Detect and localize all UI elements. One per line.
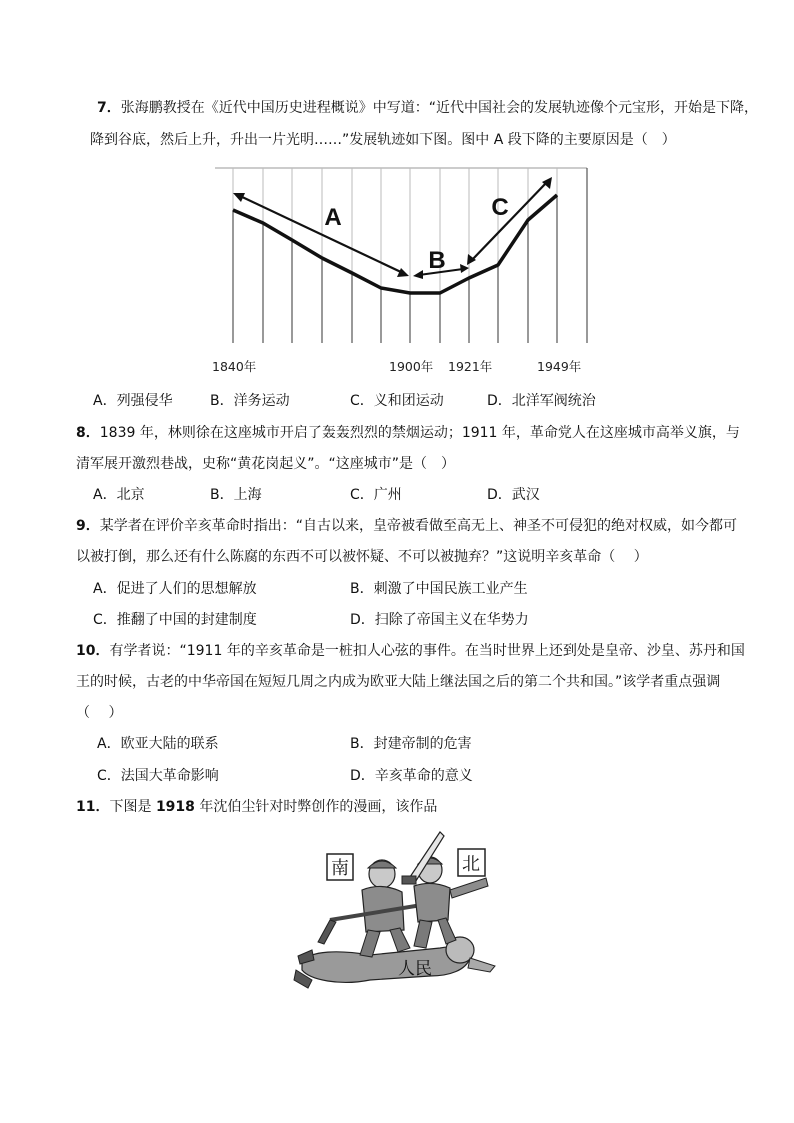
q8-text-1: 1839 年，林则徐在这座城市开启了轰轰烈烈的禁烟运动；1911 年，革命党人在这座城市高举义旗，与 <box>99 425 740 441</box>
q7-option-d[interactable]: D．北洋军阀统治 <box>487 393 596 409</box>
x-label-1900: 1900年 <box>389 359 434 374</box>
q9-text-1: 某学者在评价辛亥革命时指出：“自古以来，皇帝被看做至高无上、神圣不可侵犯的绝对权威，如今都可 <box>99 518 738 534</box>
x-label-1949: 1949年 <box>537 359 582 374</box>
q9-option-c[interactable]: C．推翻了中国的封建制度 <box>93 612 257 628</box>
q7-line1 <box>97 98 758 118</box>
people-label: 人民 <box>398 959 432 978</box>
q10-option-d[interactable]: D．辛亥革命的意义 <box>350 768 473 784</box>
q10-text-1: 有学者说：“1911 年的辛亥革命是一桩扣人心弦的事件。在当时世界上还到处是皇帝、沙皇、苏丹和国 <box>109 643 745 659</box>
arrow-a <box>233 193 409 277</box>
q8-number: 8． <box>76 425 100 441</box>
chart-grid-upper <box>233 168 557 293</box>
q9-option-d[interactable]: D．扫除了帝国主义在华势力 <box>350 612 529 628</box>
q11-number: 11． <box>76 799 110 815</box>
q11-year: 1918 <box>155 799 195 815</box>
q11-text-post: 年沈伯尘针对时弊创作的漫画，该作品 <box>194 799 438 815</box>
lying-person-figure <box>294 937 495 988</box>
q9-option-a[interactable]: A．促进了人们的思想解放 <box>93 581 257 597</box>
q9-number: 9． <box>76 518 100 534</box>
q8-line2: 清军展开激烈巷战，史称“黄花岗起义”。“这座城市”是（ ） <box>76 456 456 472</box>
q10-option-c[interactable]: C．法国大革命影响 <box>97 768 219 784</box>
label-a: A <box>324 204 342 231</box>
political-cartoon <box>290 830 510 1000</box>
q7-text-1: 张海鹏教授在《近代中国历史进程概说》中写道：“近代中国社会的发展轨迹像个元宝形，开始是下降， <box>120 100 759 116</box>
north-label: 北 <box>462 854 480 874</box>
q8-line1 <box>76 423 740 443</box>
q10-line3: （ ） <box>76 705 123 721</box>
q7-option-c[interactable]: C．义和团运动 <box>350 393 444 409</box>
q8-option-a[interactable]: A．北京 <box>93 487 145 503</box>
q9-line2: 以被打倒，那么还有什么陈腐的东西不可以被怀疑、不可以被抛弃？”这说明辛亥革命（ ） <box>76 549 648 565</box>
q10-number: 10． <box>76 643 110 659</box>
q8-option-b[interactable]: B．上海 <box>210 487 262 503</box>
q10-option-b[interactable]: B．封建帝制的危害 <box>350 736 472 752</box>
q11-text-pre: 下图是 <box>109 799 156 815</box>
q9-line1 <box>76 516 737 536</box>
q7-line2: 降到谷底，然后上升，升出一片光明……”发展轨迹如下图。图中 A 段下降的主要原因是（ ） <box>90 132 676 148</box>
x-label-1840: 1840年 <box>212 359 257 374</box>
q9-option-b[interactable]: B．刺激了中国民族工业产生 <box>350 581 528 597</box>
q10-option-a[interactable]: A．欧亚大陆的联系 <box>97 736 219 752</box>
q7-option-a[interactable]: A．列强侵华 <box>93 393 173 409</box>
q8-option-c[interactable]: C．广州 <box>350 487 402 503</box>
q10-line2: 王的时候，古老的中华帝国在短短几周之内成为欧亚大陆上继法国之后的第二个共和国。”该学者重点强调 <box>76 674 721 690</box>
x-label-1921: 1921年 <box>448 359 493 374</box>
south-label: 南 <box>331 858 349 878</box>
label-b: B <box>428 247 446 274</box>
q11-line1 <box>76 797 437 817</box>
q10-line1 <box>76 641 745 661</box>
q7-option-b[interactable]: B．洋务运动 <box>210 393 290 409</box>
q8-option-d[interactable]: D．武汉 <box>487 487 540 503</box>
development-trajectory-chart <box>205 165 595 345</box>
label-c: C <box>491 194 509 221</box>
q7-number: 7． <box>97 100 121 116</box>
arrow-c <box>467 177 552 265</box>
